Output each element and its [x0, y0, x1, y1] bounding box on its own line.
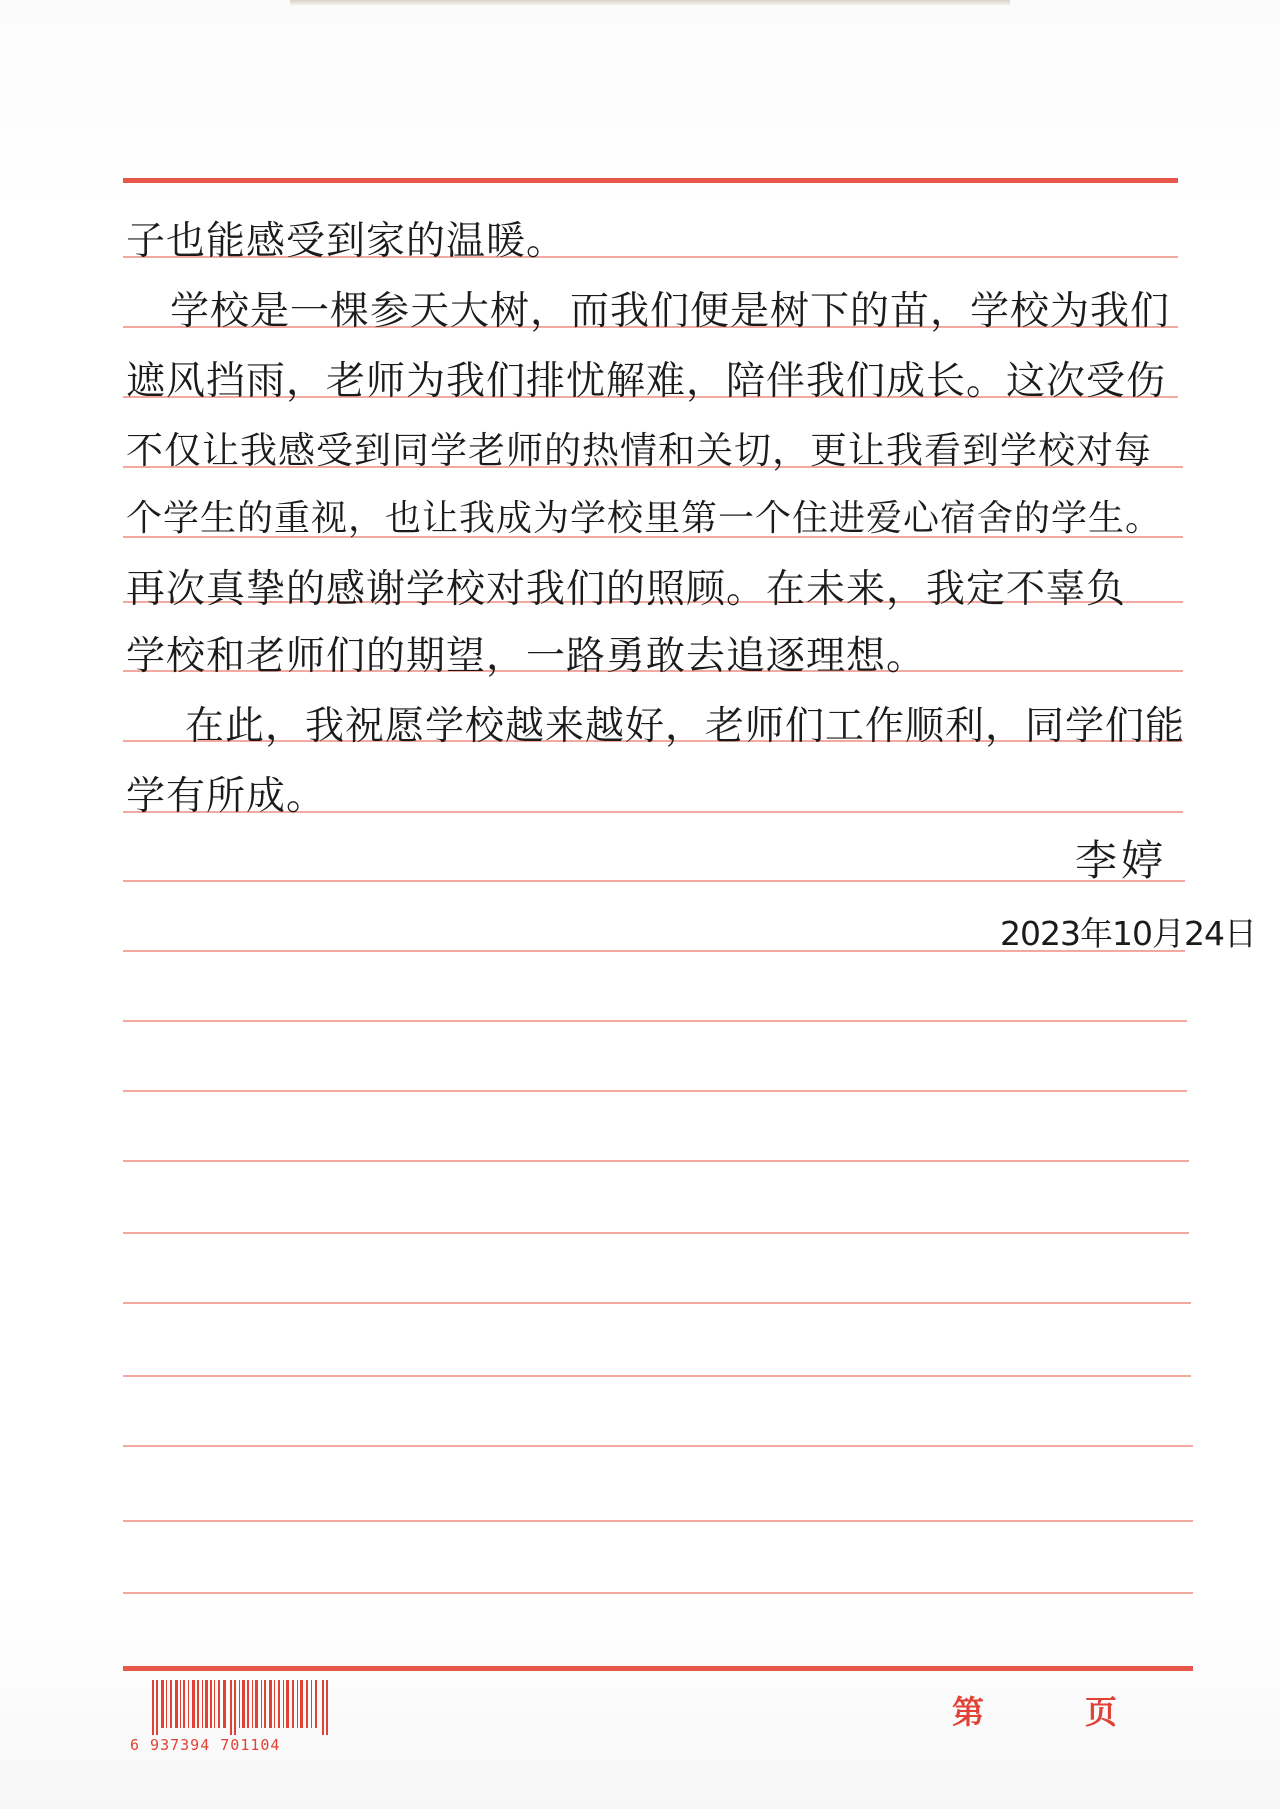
letter-line: 再次真挚的感谢学校对我们的照顾。在未来，我定不辜负	[126, 567, 1127, 612]
ruled-line	[123, 1160, 1189, 1162]
bottom-red-rule	[123, 1666, 1193, 1671]
letter-line: 学有所成。	[126, 774, 327, 819]
letter-line: 学校是一棵参天大树，而我们便是树下的苗，学校为我们	[170, 289, 1171, 334]
ruled-line	[123, 1445, 1193, 1447]
ruled-line	[123, 1302, 1191, 1304]
letter-line: 遮风挡雨，老师为我们排忧解难，陪伴我们成长。这次受伤	[126, 359, 1167, 404]
ruled-line	[123, 1520, 1193, 1522]
letter-line: 在此，我祝愿学校越来越好，老师们工作顺利，同学们能	[185, 704, 1186, 749]
ruled-line	[123, 1592, 1193, 1594]
barcode-number: 6 937394 701104	[130, 1736, 281, 1754]
top-red-rule	[123, 178, 1178, 183]
ruled-line	[123, 1375, 1191, 1377]
barcode-bars-icon	[152, 1680, 332, 1735]
signature: 李婷	[1075, 836, 1168, 885]
barcode	[130, 1680, 335, 1760]
page-label-di: 第	[952, 1693, 985, 1731]
ruled-line	[123, 1232, 1189, 1234]
ruled-line	[123, 880, 1185, 882]
letter-date: 2023年10月24日	[1000, 914, 1256, 953]
letter-line: 子也能感受到家的温暖。	[126, 219, 567, 264]
paper-edge-shadow	[290, 0, 1010, 6]
letter-line: 个学生的重视，也让我成为学校里第一个住进爱心宿舍的学生。	[126, 498, 1163, 539]
letter-line: 学校和老师们的期望，一路勇敢去追逐理想。	[126, 634, 927, 679]
ruled-line	[123, 1090, 1187, 1092]
letter-line: 不仅让我感受到同学老师的热情和关切，更让我看到学校对每	[126, 429, 1152, 472]
page-label-ye: 页	[1085, 1693, 1118, 1731]
ruled-line	[123, 1020, 1187, 1022]
